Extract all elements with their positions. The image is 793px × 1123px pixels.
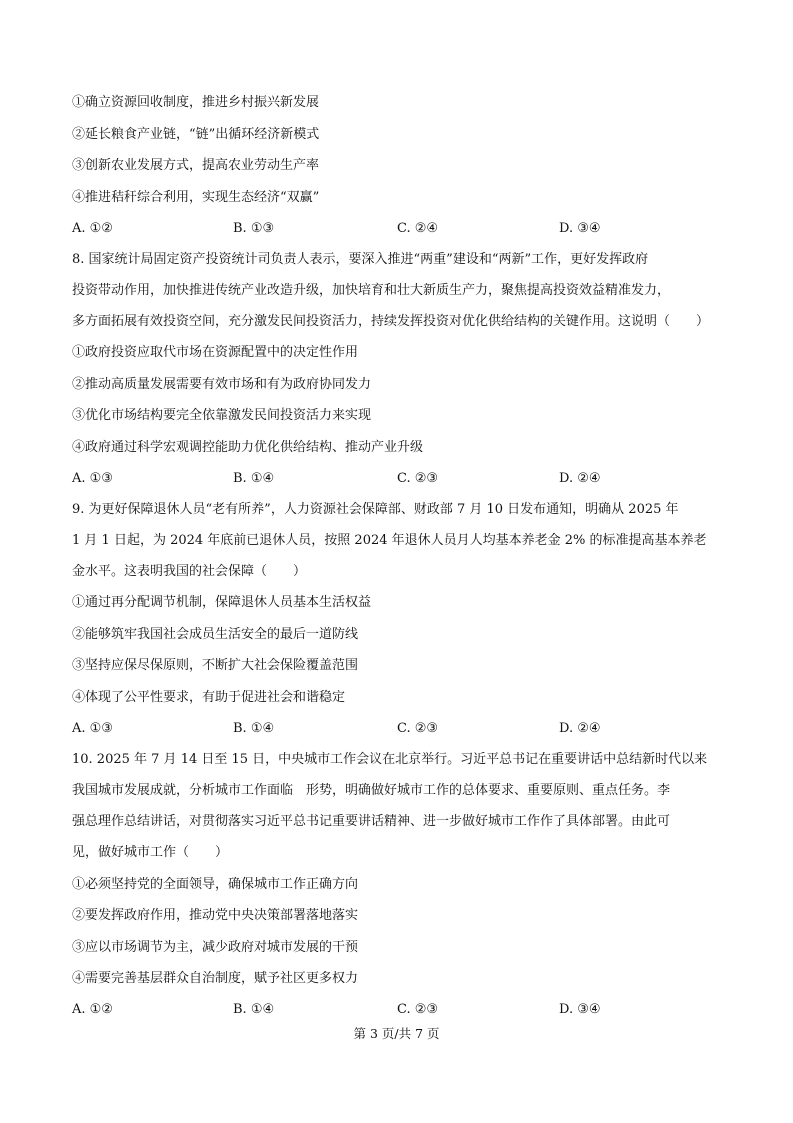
choice-d[interactable]: D. ②④ [559, 471, 601, 486]
choice-b[interactable]: B. ①④ [233, 471, 275, 486]
option-2: ②推动高质量发展需要有效市场和有为政府协同发力 [72, 377, 372, 392]
stem-line: 投资带动作用，加快推进传统产业改造升级，加快培育和壮大新质生产力，聚焦提高投资效益精准发力， [72, 283, 671, 298]
option-2: ②能够筑牢我国社会成员生活安全的最后一道防线 [72, 627, 359, 642]
question-9-stem [72, 502, 732, 595]
stem-line: 强总理作总结讲话，对贯彻落实习近平总书记重要讲话精神、进一步做好城市工作作了具体部署。由此可 [72, 814, 671, 829]
option-4: ④政府通过科学宏观调控能助力优化供给结构、推动产业升级 [72, 440, 424, 455]
choice-b[interactable]: B. ①④ [233, 1002, 275, 1017]
page-number-footer: 第 3 页/共 7 页 [353, 1026, 440, 1041]
choice-c[interactable]: C. ②④ [397, 221, 439, 236]
choice-d[interactable]: D. ③④ [559, 1002, 601, 1017]
choice-a[interactable]: A. ①③ [72, 471, 113, 486]
option-1: ①政府投资应取代市场在资源配置中的决定性作用 [72, 345, 359, 360]
choice-c[interactable]: C. ②③ [397, 1002, 439, 1017]
question-8-stem [72, 252, 732, 345]
option-3: ③优化市场结构要完全依靠激发民间投资活力来实现 [72, 408, 372, 423]
choice-a[interactable]: A. ①② [72, 221, 113, 236]
option-4: ④推进秸秆综合利用，实现生态经济“双赢” [72, 190, 320, 205]
answer-choices [72, 721, 712, 737]
option-1: ①通过再分配调节机制，保障退休人员基本生活权益 [72, 595, 372, 610]
stem-line: 1 月 1 日起，为 2024 年底前已退休人员，按照 2024 年退休人员月人均基本养老金 2% 的标准提高基本养老 [72, 533, 707, 548]
choice-b[interactable]: B. ①④ [233, 721, 275, 736]
option-4: ④体现了公平性要求，有助于促进社会和谐稳定 [72, 690, 346, 705]
stem-line: 9. 为更好保障退休人员“老有所养”，人力资源社会保障部、财政部 7 月 10 日发布通知，明确从 2025 年 [72, 502, 679, 517]
option-3: ③创新农业发展方式，提高农业劳动生产率 [72, 158, 320, 173]
option-3: ③应以市场调节为主，减少政府对城市发展的干预 [72, 940, 359, 955]
choice-d[interactable]: D. ②④ [559, 721, 601, 736]
option-2: ②要发挥政府作用，推动党中央决策部署落地落实 [72, 908, 359, 923]
option-1: ①确立资源回收制度，推进乡村振兴新发展 [72, 95, 320, 110]
choice-b[interactable]: B. ①③ [233, 221, 275, 236]
stem-line: 8. 国家统计局固定资产投资统计司负责人表示，要深入推进“两重”建设和“两新”工作，更好发挥政府 [72, 252, 649, 267]
choice-c[interactable]: C. ②③ [397, 471, 439, 486]
stem-line: 金水平。这表明我国的社会保障（ ） [72, 564, 307, 579]
choice-a[interactable]: A. ①③ [72, 721, 113, 736]
question-10-stem [72, 752, 732, 876]
stem-line: 见，做好城市工作（ ） [72, 845, 229, 860]
choice-d[interactable]: D. ③④ [559, 221, 601, 236]
choice-a[interactable]: A. ①② [72, 1002, 113, 1017]
answer-choices [72, 471, 712, 487]
stem-line: 10. 2025 年 7 月 14 日至 15 日，中央城市工作会议在北京举行。习近平总书记在重要讲话中总结新时代以来 [72, 752, 708, 767]
option-3: ③坚持应保尽保原则，不断扩大社会保险覆盖范围 [72, 658, 359, 673]
answer-choices [72, 221, 712, 237]
choice-c[interactable]: C. ②③ [397, 721, 439, 736]
answer-choices [72, 1002, 712, 1018]
stem-line: 多方面拓展有效投资空间，充分激发民间投资活力，持续发挥投资对优化供给结构的关键作用。这说明（ ） [72, 314, 710, 329]
stem-line: 我国城市发展成就，分析城市工作面临 形势，明确做好城市工作的总体要求、重要原则、重点任务。李 [72, 783, 671, 798]
option-4: ④需要完善基层群众自治制度，赋予社区更多权力 [72, 971, 359, 986]
option-1: ①必须坚持党的全面领导，确保城市工作正确方向 [72, 877, 359, 892]
option-2: ②延长粮食产业链，“链”出循环经济新模式 [72, 127, 320, 142]
